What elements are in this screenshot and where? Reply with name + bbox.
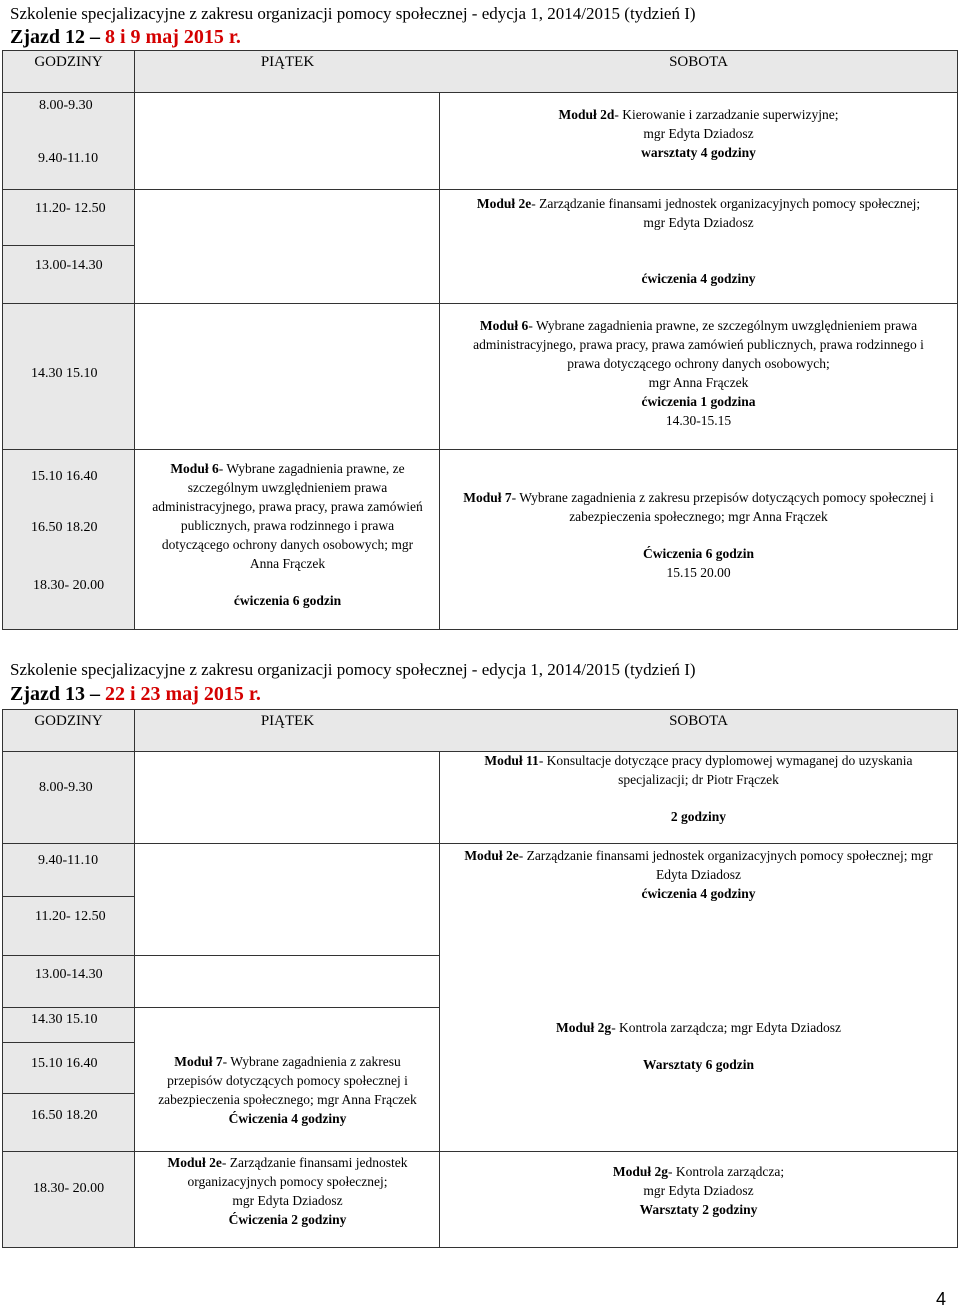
time-slot: 9.40-11.10 — [38, 853, 99, 868]
time-slot: 15.10 16.40 — [31, 469, 98, 484]
zjazd-dates: 8 i 9 maj 2015 r. — [105, 26, 241, 48]
time-slot: 14.30 15.10 — [31, 366, 98, 381]
header-godziny: GODZINY — [34, 713, 103, 729]
time-slot: 14.30 15.10 — [31, 1012, 98, 1027]
zjazd-dates: 22 i 23 maj 2015 r. — [105, 683, 261, 705]
module-name: Moduł 2d — [558, 107, 615, 122]
class-block-modul-2d: Moduł 2d- Kierowanie i zarzadzanie superwizyjne; mgr Edyta Dziadosz warsztaty 4 godziny — [440, 105, 957, 162]
module-name: Moduł 7 — [174, 1054, 223, 1069]
time-slot: 18.30- 20.00 — [33, 578, 105, 593]
teacher: mgr Edyta Dziadosz — [643, 126, 754, 141]
class-block-modul-7-piatek: Moduł 7- Wybrane zagadnienia z zakresu przepisów dotyczących pomocy społecznej i zabezpieczenia społecznego; mgr Anna Frączek Ćwiczenia 4 godziny — [158, 1054, 417, 1126]
class-block-modul-11: Moduł 11- Konsultacje dotyczące pracy dyplomowej wymaganej do uzyskania specjalizacji; dr Piotr Frączek 2 godziny — [484, 753, 913, 824]
class-block-modul-2g: Moduł 2g- Kontrola zarządcza; mgr Edyta Dziadosz Warsztaty 6 godzin — [556, 1020, 841, 1072]
time-slot: 9.40-11.10 — [38, 151, 99, 166]
module-name: Moduł 2e — [464, 848, 519, 863]
class-form: Warsztaty 2 godziny — [639, 1202, 758, 1217]
teacher: mgr Edyta Dziadosz — [232, 1193, 343, 1208]
class-time: 15.15 20.00 — [666, 565, 731, 580]
header-godziny: GODZINY — [34, 54, 103, 70]
module-name: Moduł 2g — [556, 1020, 612, 1035]
module-name: Moduł 11 — [484, 753, 539, 768]
time-slot: 16.50 18.20 — [31, 1108, 98, 1123]
class-form: Ćwiczenia 2 godziny — [228, 1212, 347, 1227]
zjazd-number: Zjazd 12 – — [10, 26, 100, 48]
teacher: mgr Anna Frączek — [648, 375, 749, 390]
schedule-table-zjazd-13 — [2, 709, 958, 1248]
time-slot: 18.30- 20.00 — [33, 1181, 105, 1196]
class-form: ćwiczenia 6 godzin — [233, 593, 342, 608]
section-heading-line1: Szkolenie specjalizacyjne z zakresu organizacji pomocy społecznej - edycja 1, 2014/2015 (tydzień I) — [10, 4, 696, 23]
class-block-modul-2e: Moduł 2e- Zarządzanie finansami jednostek organizacyjnych pomocy społecznej; mgr Edyta Dziadosz — [440, 194, 957, 232]
class-form: warsztaty 4 godziny — [641, 145, 756, 160]
class-block-modul-2e: Moduł 2e- Zarządzanie finansami jednostek organizacyjnych pomocy społecznej; mgr Edyta Dziadosz ćwiczenia 4 godziny — [464, 848, 933, 901]
time-slot: 15.10 16.40 — [31, 1056, 98, 1071]
teacher: Anna Frączek — [249, 556, 326, 571]
class-form: Ćwiczenia 6 godzin — [643, 546, 754, 561]
class-form: Warsztaty 6 godzin — [643, 1057, 754, 1072]
class-block-modul-2g-2: Moduł 2g- Kontrola zarządcza; mgr Edyta Dziadosz Warsztaty 2 godziny — [440, 1162, 957, 1219]
class-block-modul-7: Moduł 7- Wybrane zagadnienia z zakresu przepisów dotyczących pomocy społecznej i zabezpieczenia społecznego; mgr Anna Frączek Ćwiczenia 6 godzin 15.15 20.00 — [440, 488, 957, 582]
header-piatek: PIĄTEK — [260, 713, 315, 729]
class-form: ćwiczenia 4 godziny — [641, 886, 756, 901]
module-name: Moduł 2e — [167, 1155, 222, 1170]
time-slot: 13.00-14.30 — [35, 967, 103, 982]
header-piatek: PIĄTEK — [260, 54, 315, 70]
time-slot: 8.00-9.30 — [39, 98, 93, 113]
module-name: Moduł 6 — [479, 318, 529, 333]
class-block-modul-6: Moduł 6- Wybrane zagadnienia prawne, ze szczególnym uwzględnieniem prawa administracyjnego, prawa pracy, prawa zamówień publicznych, prawa rodzinnego i prawa dotyczącego ochrony danych osobowych; mgr Anna Frączek ćwiczenia 1 godzina 14.30-15.15 — [440, 316, 957, 430]
class-form: Ćwiczenia 4 godziny — [228, 1111, 347, 1126]
time-slot: 16.50 18.20 — [31, 520, 98, 535]
time-slot: 11.20- 12.50 — [35, 909, 106, 924]
class-block-modul-2e-piatek: Moduł 2e- Zarządzanie finansami jednostek organizacyjnych pomocy społecznej; mgr Edyta Dziadosz Ćwiczenia 2 godziny — [135, 1153, 440, 1229]
module-name: Moduł 2g — [612, 1164, 668, 1179]
time-column — [3, 92, 135, 629]
page-number: 4 — [935, 1289, 946, 1309]
header-sobota: SOBOTA — [669, 713, 728, 729]
time-slot: 11.20- 12.50 — [35, 201, 106, 216]
time-slot: 13.00-14.30 — [35, 258, 103, 273]
class-form: 2 godziny — [670, 809, 727, 824]
section-heading-zjazd-13 — [10, 683, 261, 706]
class-block-modul-6-piatek: Moduł 6- Wybrane zagadnienia prawne, ze szczególnym uwzględnieniem prawa administracyjnego, prawa pracy, prawa zamówień publicznych, prawa rodzinnego i prawa dotyczącego ochrony danych osobowych; mgr Anna Frączek ćwiczenia 6 godzin — [135, 459, 440, 610]
header-sobota: SOBOTA — [669, 54, 728, 70]
section-heading-line1: Szkolenie specjalizacyjne z zakresu organizacji pomocy społecznej - edycja 1, 2014/2015 (tydzień I) — [10, 660, 696, 679]
class-time: 14.30-15.15 — [665, 413, 732, 428]
module-name: Moduł 6 — [170, 461, 219, 476]
schedule-table-zjazd-12 — [2, 50, 958, 630]
module-name: Moduł 2e — [476, 196, 532, 211]
section-heading-zjazd-12 — [10, 26, 241, 49]
zjazd-number: Zjazd 13 – — [10, 683, 100, 705]
class-form: ćwiczenia 1 godzina — [641, 394, 756, 409]
class-form: ćwiczenia 4 godziny — [641, 271, 756, 286]
time-slot: 8.00-9.30 — [39, 780, 93, 795]
teacher: mgr Edyta Dziadosz — [643, 215, 754, 230]
teacher: mgr Edyta Dziadosz — [643, 1183, 754, 1198]
time-column — [3, 751, 135, 1247]
module-name: Moduł 7 — [463, 490, 512, 505]
